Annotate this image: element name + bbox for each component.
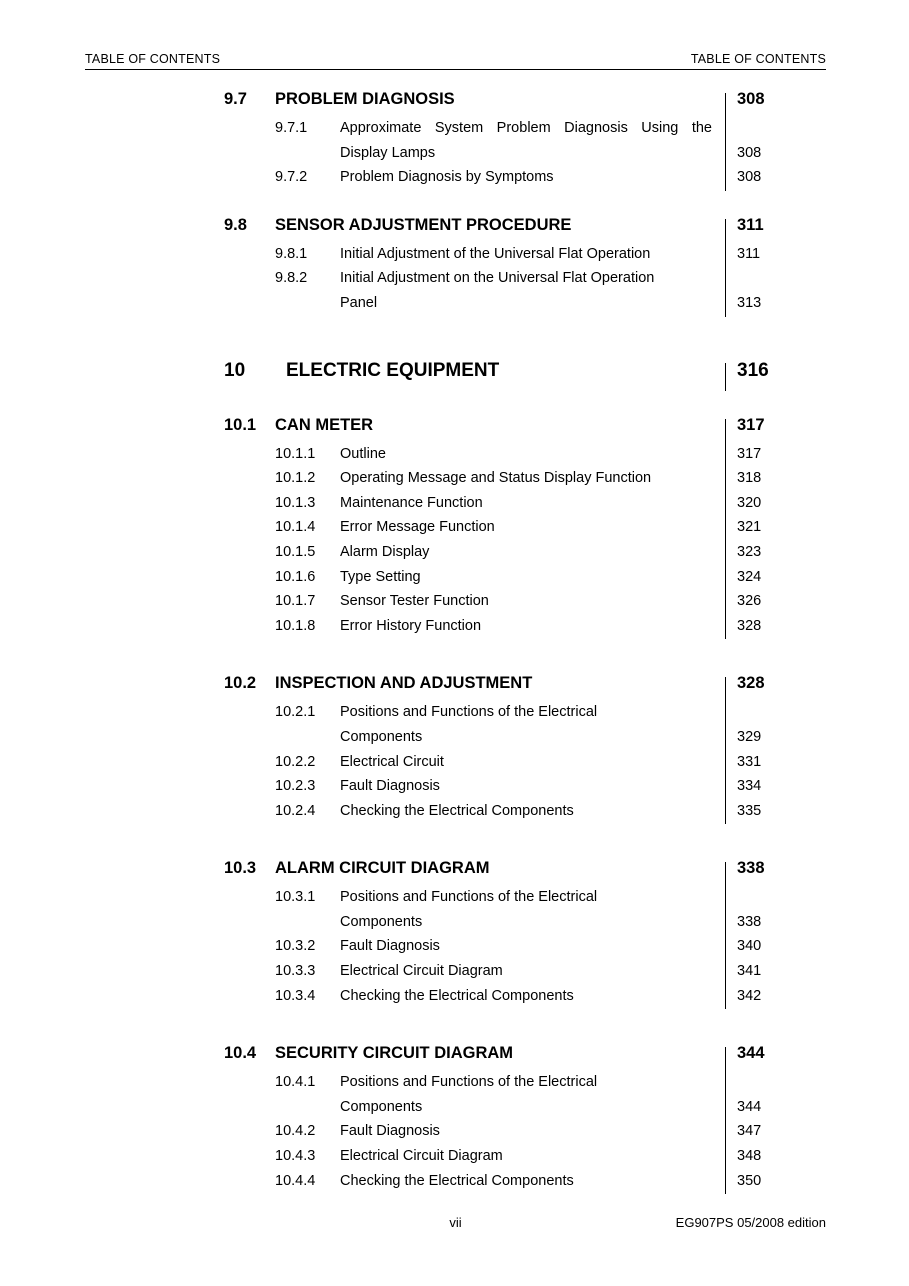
toc-entry-title: Electrical Circuit [340,753,444,770]
section-spacer [0,194,909,216]
toc-entry-page-number: 344 [737,1044,765,1063]
toc-entry[interactable] [0,416,909,446]
toc-entry[interactable] [0,754,909,779]
toc-entry-title: ELECTRIC EQUIPMENT [286,359,500,381]
toc-entry-title: PROBLEM DIAGNOSIS [275,90,455,108]
toc-entry-title: Positions and Functions of the Electrical [340,704,598,721]
toc-entry-title: Sensor Tester Function [340,593,489,610]
toc-entry-page-number: 347 [737,1123,762,1140]
toc-entry-continuation [0,295,909,320]
toc-entry-page-number: 329 [737,728,762,745]
toc-entry-page-number: 308 [737,144,762,161]
toc-entry[interactable] [0,569,909,594]
toc-entry-title: Approximate System Problem Diagnosis Using the [340,120,712,136]
toc-entry-page-number: 342 [737,987,762,1004]
toc-entry-number: 10.1.8 [275,617,316,634]
toc-entry-title: Outline [340,445,386,462]
toc-entry[interactable] [0,704,909,729]
toc-entry-number: 10.3.3 [275,963,316,980]
toc-entry-page-number: 318 [737,470,762,487]
toc-section-block [0,859,909,1012]
toc-entry-title: Operating Message and Status Display Function [340,470,652,487]
toc-entry-title: Positions and Functions of the Electrical [340,889,598,906]
toc-entry-page-number: 326 [737,593,762,610]
toc-section-block [0,360,909,394]
toc-entry-title: Components [340,1098,423,1115]
section-spacer [0,320,909,360]
toc-entry[interactable] [0,1074,909,1099]
toc-entry-page-number: 317 [737,415,765,434]
toc-entry-title: Initial Adjustment of the Universal Flat Operation [340,245,651,262]
toc-entry-page-number: 324 [737,568,762,585]
toc-entry-continuation [0,914,909,939]
toc-entry-title: INSPECTION AND ADJUSTMENT [275,674,533,693]
toc-entry-page-number: 311 [737,245,761,262]
toc-entry-title: SENSOR ADJUSTMENT PROCEDURE [275,215,572,234]
toc-entry-title: Display Lamps [340,144,436,161]
toc-entry[interactable] [0,544,909,569]
folio-number: vii [449,1215,462,1230]
toc-entry[interactable] [0,519,909,544]
toc-entry-number: 10.1.2 [275,470,316,487]
toc-entry[interactable] [0,90,909,120]
toc-entry-number: 10.2.3 [275,778,316,795]
toc-entry[interactable] [0,963,909,988]
toc-entry-title: Maintenance Function [340,494,483,511]
section-spacer [0,827,909,859]
toc-entry[interactable] [0,216,909,246]
toc-entry-page-number: 334 [737,778,762,795]
toc-entry-number: 10.2.1 [275,704,316,721]
toc-entry-number: 9.7 [224,90,247,108]
toc-entry-number: 10 [224,359,246,381]
toc-entry-page-number: 328 [737,674,765,693]
toc-entry-number: 10.3 [224,859,257,878]
toc-entry-title: Fault Diagnosis [340,778,440,795]
running-header-left: TABLE OF CONTENTS [85,52,221,66]
section-spacer [0,394,909,416]
toc-entry[interactable] [0,495,909,520]
toc-entry-title: Alarm Display [340,543,430,560]
toc-entry-title: Components [340,728,423,745]
toc-entry-page-number: 338 [737,913,762,930]
toc-entry-number: 10.2.2 [275,753,316,770]
toc-entry-number: 10.2 [224,674,257,693]
toc-entry-page-number: 321 [737,519,762,536]
toc-entry-title: CAN METER [275,415,374,434]
toc-entry-page-number: 331 [737,753,762,770]
toc-entry[interactable] [0,120,909,145]
toc-entry-number: 10.4.4 [275,1172,316,1189]
toc-entry-number: 9.7.2 [275,169,308,186]
toc-entry-page-number: 348 [737,1148,762,1165]
toc-entry[interactable] [0,593,909,618]
toc-entry-title: Error History Function [340,617,482,634]
edition-note: EG907PS 05/2008 edition [675,1215,826,1230]
toc-entry[interactable] [0,1044,909,1074]
toc-entry-title: Checking the Electrical Components [340,987,574,1004]
toc-entry[interactable] [0,169,909,194]
toc-section-block [0,416,909,643]
toc-section-block [0,90,909,194]
toc-entry-number: 9.8 [224,215,247,234]
toc-entry-title: Fault Diagnosis [340,938,440,955]
toc-entry-number: 9.8.2 [275,270,308,287]
toc-entry[interactable] [0,859,909,889]
toc-entry[interactable] [0,674,909,704]
toc-list [0,90,909,1197]
toc-entry-page-number: 316 [737,359,769,381]
toc-entry[interactable] [0,270,909,295]
toc-entry-title: Initial Adjustment on the Universal Flat Operation [340,270,655,287]
toc-entry-title: Error Message Function [340,519,495,536]
toc-entry-number: 10.4.2 [275,1123,316,1140]
toc-entry-page-number: 340 [737,938,762,955]
toc-entry-number: 10.1.5 [275,543,316,560]
toc-entry-number: 9.7.1 [275,120,308,136]
toc-entry-number: 10.3.1 [275,889,316,906]
toc-entry-title: Type Setting [340,568,421,585]
toc-entry-number: 9.8.1 [275,245,308,262]
toc-entry-page-number: 320 [737,494,762,511]
toc-entry-continuation [0,1099,909,1124]
section-spacer [0,642,909,674]
toc-entry[interactable] [0,803,909,828]
toc-entry[interactable] [0,618,909,643]
toc-entry-number: 10.2.4 [275,802,316,819]
toc-entry-title: Fault Diagnosis [340,1123,440,1140]
toc-entry-title: SECURITY CIRCUIT DIAGRAM [275,1044,514,1063]
toc-entry-page-number: 308 [737,90,765,108]
toc-entry[interactable] [0,446,909,471]
toc-entry[interactable] [0,1123,909,1148]
toc-entry-page-number: 317 [737,445,762,462]
toc-entry-title: ALARM CIRCUIT DIAGRAM [275,859,490,878]
toc-entry-number: 10.1.7 [275,593,316,610]
toc-entry-title: Problem Diagnosis by Symptoms [340,169,554,186]
toc-entry-continuation [0,145,909,170]
toc-entry-number: 10.4.1 [275,1074,316,1091]
toc-entry-title: Panel [340,294,378,311]
toc-entry-title: Components [340,913,423,930]
toc-entry-page-number: 308 [737,169,762,186]
toc-entry[interactable] [0,889,909,914]
toc-entry-page-number: 335 [737,802,762,819]
page-footer [85,1215,826,1235]
toc-entry[interactable] [0,938,909,963]
toc-entry-title: Checking the Electrical Components [340,802,574,819]
toc-entry-page-number: 350 [737,1172,762,1189]
toc-section-block [0,216,909,320]
toc-entry[interactable] [0,1148,909,1173]
toc-entry-page-number: 311 [737,215,764,234]
toc-entry[interactable] [0,470,909,495]
toc-entry-number: 10.4.3 [275,1148,316,1165]
toc-entry-title: Checking the Electrical Components [340,1172,574,1189]
toc-entry[interactable] [0,246,909,271]
toc-entry-page-number: 313 [737,294,762,311]
running-header-right: TABLE OF CONTENTS [690,52,826,66]
running-header [85,52,826,70]
toc-entry[interactable] [0,988,909,1013]
toc-section-block [0,1044,909,1197]
toc-entry-number: 10.1.4 [275,519,316,536]
toc-entry-number: 10.1.6 [275,568,316,585]
toc-entry-page-number: 341 [737,963,762,980]
section-spacer [0,1012,909,1044]
toc-entry-number: 10.1 [224,415,257,434]
toc-entry-title: Electrical Circuit Diagram [340,1148,503,1165]
toc-entry-number: 10.1.3 [275,494,316,511]
toc-entry[interactable] [0,360,909,394]
toc-entry-number: 10.3.4 [275,987,316,1004]
toc-entry-number: 10.3.2 [275,938,316,955]
toc-entry[interactable] [0,778,909,803]
toc-entry-number: 10.1.1 [275,445,316,462]
toc-entry-title: Electrical Circuit Diagram [340,963,503,980]
toc-section-block [0,674,909,827]
toc-entry-continuation [0,729,909,754]
toc-entry-title: Positions and Functions of the Electrical [340,1074,598,1091]
toc-entry-page-number: 338 [737,859,765,878]
toc-entry-number: 10.4 [224,1044,257,1063]
toc-entry[interactable] [0,1173,909,1198]
toc-entry-page-number: 323 [737,543,762,560]
toc-entry-page-number: 344 [737,1098,762,1115]
toc-entry-page-number: 328 [737,617,762,634]
